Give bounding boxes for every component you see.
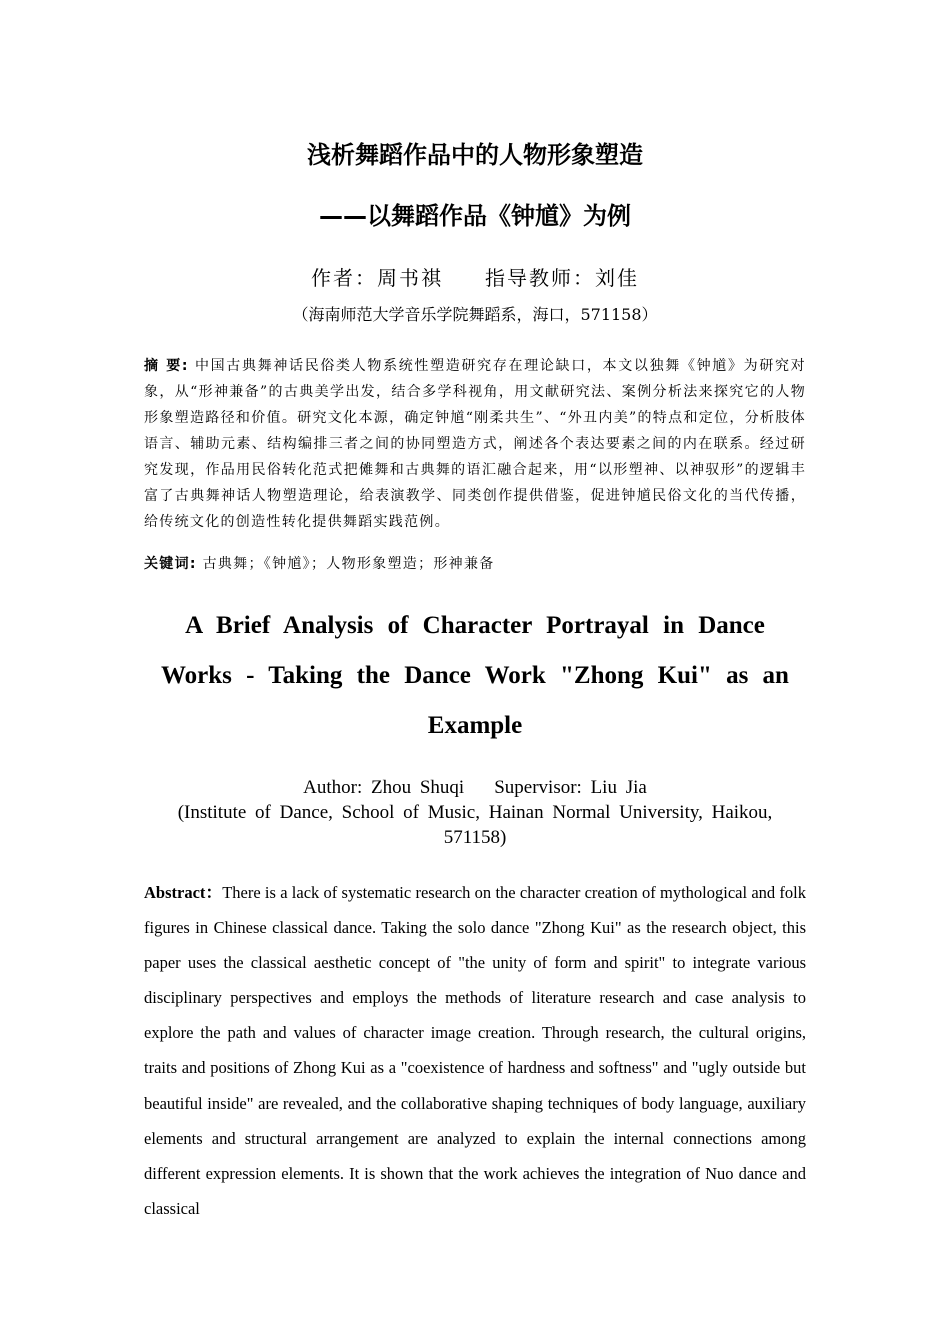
english-author: Author: Zhou Shuqi [303,777,465,798]
chinese-abstract [144,353,806,535]
english-affiliation: (Institute of Dance, School of Music, Hainan Normal University, Haikou, 571158) [177,802,773,848]
english-abstract [144,875,806,1226]
english-author-line [0,775,950,801]
chinese-keywords [144,551,806,577]
chinese-abstract-text: 中国古典舞神话民俗类人物系统性塑造研究存在理论缺口，本文以独舞《钟馗》为研究对象，从“形神兼备”的古典美学出发，结合多学科视角，用文献研究法、案例分析法来探究它的人物形象塑造路径和价值。研究文化本源，确定钟馗“刚柔共生”、“外丑内美”的特点和定位，分析肢体语言、辅助元素、结构编排三者之间的协同塑造方式，阐述各个表达要素之间的内在联系。经过研究发现，作品用民俗转化范式把傩舞和古典舞的语汇融合起来，用“以形塑神、以神驭形”的逻辑丰富了古典舞神话人物塑造理论，给表演教学、同类创作提供借鉴，促进钟馗民俗文化的当代传播，给传统文化的创造性转化提供舞蹈实践范例。 [144,358,806,530]
chinese-title: 浅析舞蹈作品中的人物形象塑造 [307,141,643,169]
chinese-author-line [0,264,950,292]
chinese-supervisor: 指导教师：刘佳 [485,266,639,290]
chinese-author: 作者：周书祺 [311,266,443,290]
chinese-keywords-label: 关键词: [144,556,197,572]
english-title: A Brief Analysis of Character Portrayal in Dance Works - Taking the Dance Work "Zhong Kui" as an Example [161,612,789,739]
chinese-abstract-label: 摘 要: [144,358,189,374]
chinese-keywords-text: 古典舞；《钟馗》；人物形象塑造；形神兼备 [202,556,495,572]
chinese-subtitle: ——以舞蹈作品《钟馗》为例 [319,202,631,230]
english-abstract-text: There is a lack of systematic research on the character creation of mythological and folk figures in Chinese classical dance. Taking the solo dance "Zhong Kui" as the research object, this paper uses the classical aesthetic concept of "the unity of form and spirit" to integrate various disciplinary perspectives and employs the methods of literature research and case analysis to explore the path and values of character image creation. Through research, the cultural origins, traits and positions of Zhong Kui as a "coexistence of hardness and softness" and "ugly outside but beautiful inside" are revealed, and the collaborative shaping techniques of body language, auxiliary elements and structural arrangement are analyzed to explain the internal connections among different expression elements. It is shown that the work achieves the integration of Nuo dance and classical [144,883,806,1218]
chinese-affiliation: （海南师范大学音乐学院舞蹈系，海口，571158） [292,305,658,324]
english-supervisor: Supervisor: Liu Jia [494,777,647,798]
english-abstract-label: Abstract： [144,883,223,902]
